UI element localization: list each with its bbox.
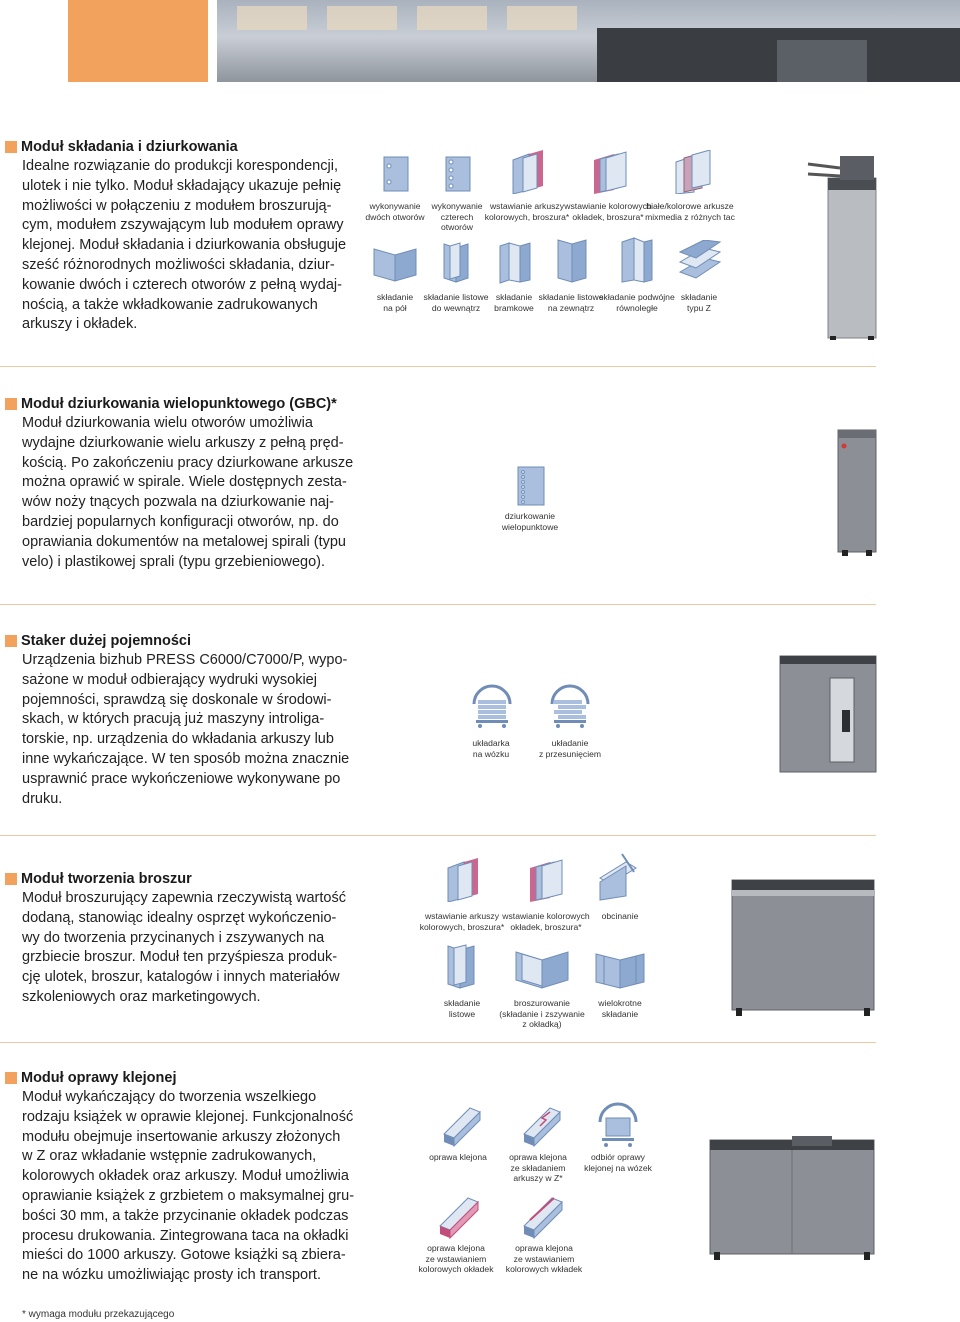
perfect-binding-section-body: Moduł wykańczający do tworzenia wszelkiego rodzaju książek w oprawie klejonej. Funkcjonalność modułu obejmuje insertowanie arkuszy złożonych w Z oraz wkładanie wstępnie zadrukowanych, kolorowych okładek oraz arkuszy. Moduł umożliwia oprawianie książek z grzbietem o maksymalnej gru- bości 30 mm, a także przycinanie okładek podczas procesu drukowania. Zintegrowana taca na okładki mieści do 1000 arkuszy. Gotowe książki są zbiera- ne na wózku umożliwiając prosty ich transport.	[22, 1089, 355, 1284]
icon-label: wstawianie kolorowych okładek, broszura*	[564, 201, 652, 222]
icon-label: składanie listowe	[443, 998, 481, 1019]
icon-label: oprawa klejona	[429, 1152, 487, 1162]
booklet-section-title: Moduł tworzenia broszur	[5, 869, 355, 889]
icon-label: dziurkowanie wielopunktowe	[501, 511, 559, 532]
icon-label: oprawa klejona ze składaniem arkuszy w Z*	[509, 1152, 567, 1183]
bullet-square-icon	[5, 873, 17, 885]
footnote: * wymaga modułu przekazującego	[22, 1309, 175, 1320]
booklet-section-body: Moduł broszurujący zapewnia rzeczywistą wartość dodaną, stanowiąc idealny osprzęt wykończenio- wy do tworzenia przycinanych i zszywanych na grzbiecie broszur. Moduł ten przyśpiesza produk- cję ulotek, broszur, katalogów i innych materiałów szkoleniowych oraz marketingowych.	[22, 890, 346, 1005]
double-parallel-fold-icon	[620, 236, 654, 284]
cart-stacker-icon	[470, 676, 514, 728]
icon-label: białe/kolorowe arkusze mixmedia z różnych tac	[645, 201, 735, 222]
two-hole-punch-icon	[383, 156, 411, 194]
gbc-section-body: Moduł dziurkowania wielu otworów umożliwia wydajne dziurkowanie wielu arkuszy z pełną pręd- kością. Po zakończeniu pracy dziurkowane arkusze można oprawić w spirale. Wiele dostępnych zesta- wów noży tnących pozwala na dziurkowanie naj- bardziej popularnych konfiguracji otworów, np. do oprawiania dokumentów na metalowej spirali (typu velo) i plastikowej sprali (typu grzebieniowego).	[22, 415, 354, 570]
icon-label: wstawianie arkuszy kolorowych, broszura*	[419, 911, 505, 932]
section-divider	[0, 835, 876, 836]
perfect-bind-zfold-icon	[520, 1104, 564, 1148]
color-cover-insert-icon	[590, 150, 628, 194]
folding-section-body: Idealne rozwiązanie do produkcji korespondencji, ulotek i nie tylko. Moduł składający ukazuje pełnię możliwości w połączeniu z modułem broszurują- cym, modułem zszywającym lub modułem oprawy klejonej. Moduł składania i dziurkowania obsługuje sześć różnorodnych możliwości składania, dziur- kowanie dwóch i czterech otworów z pełną wydaj- nością, a także wkładkowanie zadrukowanych arkuszy i okładek.	[22, 158, 347, 333]
color-sheet-insert-icon	[444, 858, 482, 902]
color-cover-insert-icon	[526, 858, 564, 902]
icon-label: oprawa klejona ze wstawianiem kolorowych okładek	[418, 1243, 494, 1274]
half-fold-icon	[372, 243, 418, 283]
stacker-section-body: Urządzenia bizhub PRESS C6000/C7000/P, wypo- sażone w moduł odbierający wydruki wysokiej pojemności, sprawdzą się doskonale w środowi- skach, w których pracują już maszyny introliga- torskie, np. urządzenia do wkładania arkuszy lub inne wykańczające. W ten sposób można znacznie usprawnić prace wykończeniowe wykonywane po druku.	[22, 652, 350, 807]
bullet-square-icon	[5, 398, 17, 410]
icon-label: składanie listowe do wewnątrz	[423, 292, 489, 313]
icon-label: składanie bramkowe	[494, 292, 534, 313]
perfect-binding-section-title: Moduł oprawy klejonej	[5, 1068, 355, 1088]
multi-punch-icon	[516, 466, 546, 506]
section-divider	[0, 1042, 876, 1043]
gbc-section-title: Moduł dziurkowania wielopunktowego (GBC)*	[5, 394, 355, 414]
icon-label: składanie typu Z	[680, 292, 718, 313]
section-divider	[0, 604, 876, 605]
folding-unit-image	[806, 150, 878, 342]
banner-photo	[217, 0, 960, 82]
z-fold-icon	[678, 240, 722, 282]
icon-label: wykonywanie dwóch otworów	[365, 201, 425, 222]
icon-label: składanie podwójne równoległe	[599, 292, 675, 313]
color-sheet-insert-icon	[509, 150, 545, 194]
letter-fold-icon	[444, 942, 480, 992]
gate-fold-icon	[498, 240, 532, 284]
perfect-bind-icon	[440, 1104, 484, 1148]
gbc-section-text	[5, 394, 355, 572]
icon-label: odbiór oprawy klejonej na wózek	[584, 1152, 652, 1173]
perfect-bind-color-insert-icon	[520, 1194, 570, 1240]
icon-label: oprawa klejona ze wstawianiem kolorowych wkładek	[505, 1243, 583, 1274]
icon-label: wstawianie arkuszy kolorowych, broszura*	[484, 201, 570, 222]
book-cart-icon	[598, 1096, 638, 1148]
stacker-unit-image	[778, 654, 878, 774]
booklet-section-text	[5, 869, 355, 1008]
banner-accent	[68, 0, 208, 82]
offset-stacking-icon	[548, 676, 592, 728]
letter-fold-in-icon	[440, 240, 474, 284]
gbc-punch-unit-image	[836, 428, 878, 558]
bullet-square-icon	[5, 635, 17, 647]
folding-section-text	[5, 137, 355, 335]
four-hole-punch-icon	[445, 156, 473, 194]
icon-label: układarka na wózku	[472, 738, 510, 759]
icon-label: składanie na pół	[376, 292, 414, 313]
multi-fold-icon	[594, 946, 646, 990]
icon-label: składanie listowe na zewnątrz	[538, 292, 604, 313]
icon-label: układanie z przesunięciem	[538, 738, 602, 759]
icon-label: wstawianie kolorowych okładek, broszura*	[502, 911, 590, 932]
icon-label: wielokrotne składanie	[598, 998, 642, 1019]
perfect-binding-section-text	[5, 1068, 355, 1286]
section-divider	[0, 366, 876, 367]
stacker-section-title: Staker dużej pojemności	[5, 631, 355, 651]
folding-section-title: Moduł składania i dziurkowania	[5, 137, 355, 157]
stacker-section-text	[5, 631, 355, 809]
perfect-bind-color-cover-icon	[436, 1194, 486, 1240]
mixmedia-sheets-icon	[674, 150, 712, 194]
icon-label: broszurowanie (składanie i zszywanie z okładką)	[499, 998, 585, 1029]
icon-label: wykonywanie czterech otworów	[431, 201, 483, 232]
letter-fold-out-icon	[556, 236, 588, 284]
booklet-stitch-icon	[514, 946, 570, 990]
icon-label: obcinanie	[601, 911, 639, 921]
booklet-maker-image	[728, 876, 878, 1018]
bullet-square-icon	[5, 1072, 17, 1084]
perfect-binder-image	[706, 1132, 878, 1262]
bullet-square-icon	[5, 141, 17, 153]
trimming-icon	[596, 852, 640, 902]
